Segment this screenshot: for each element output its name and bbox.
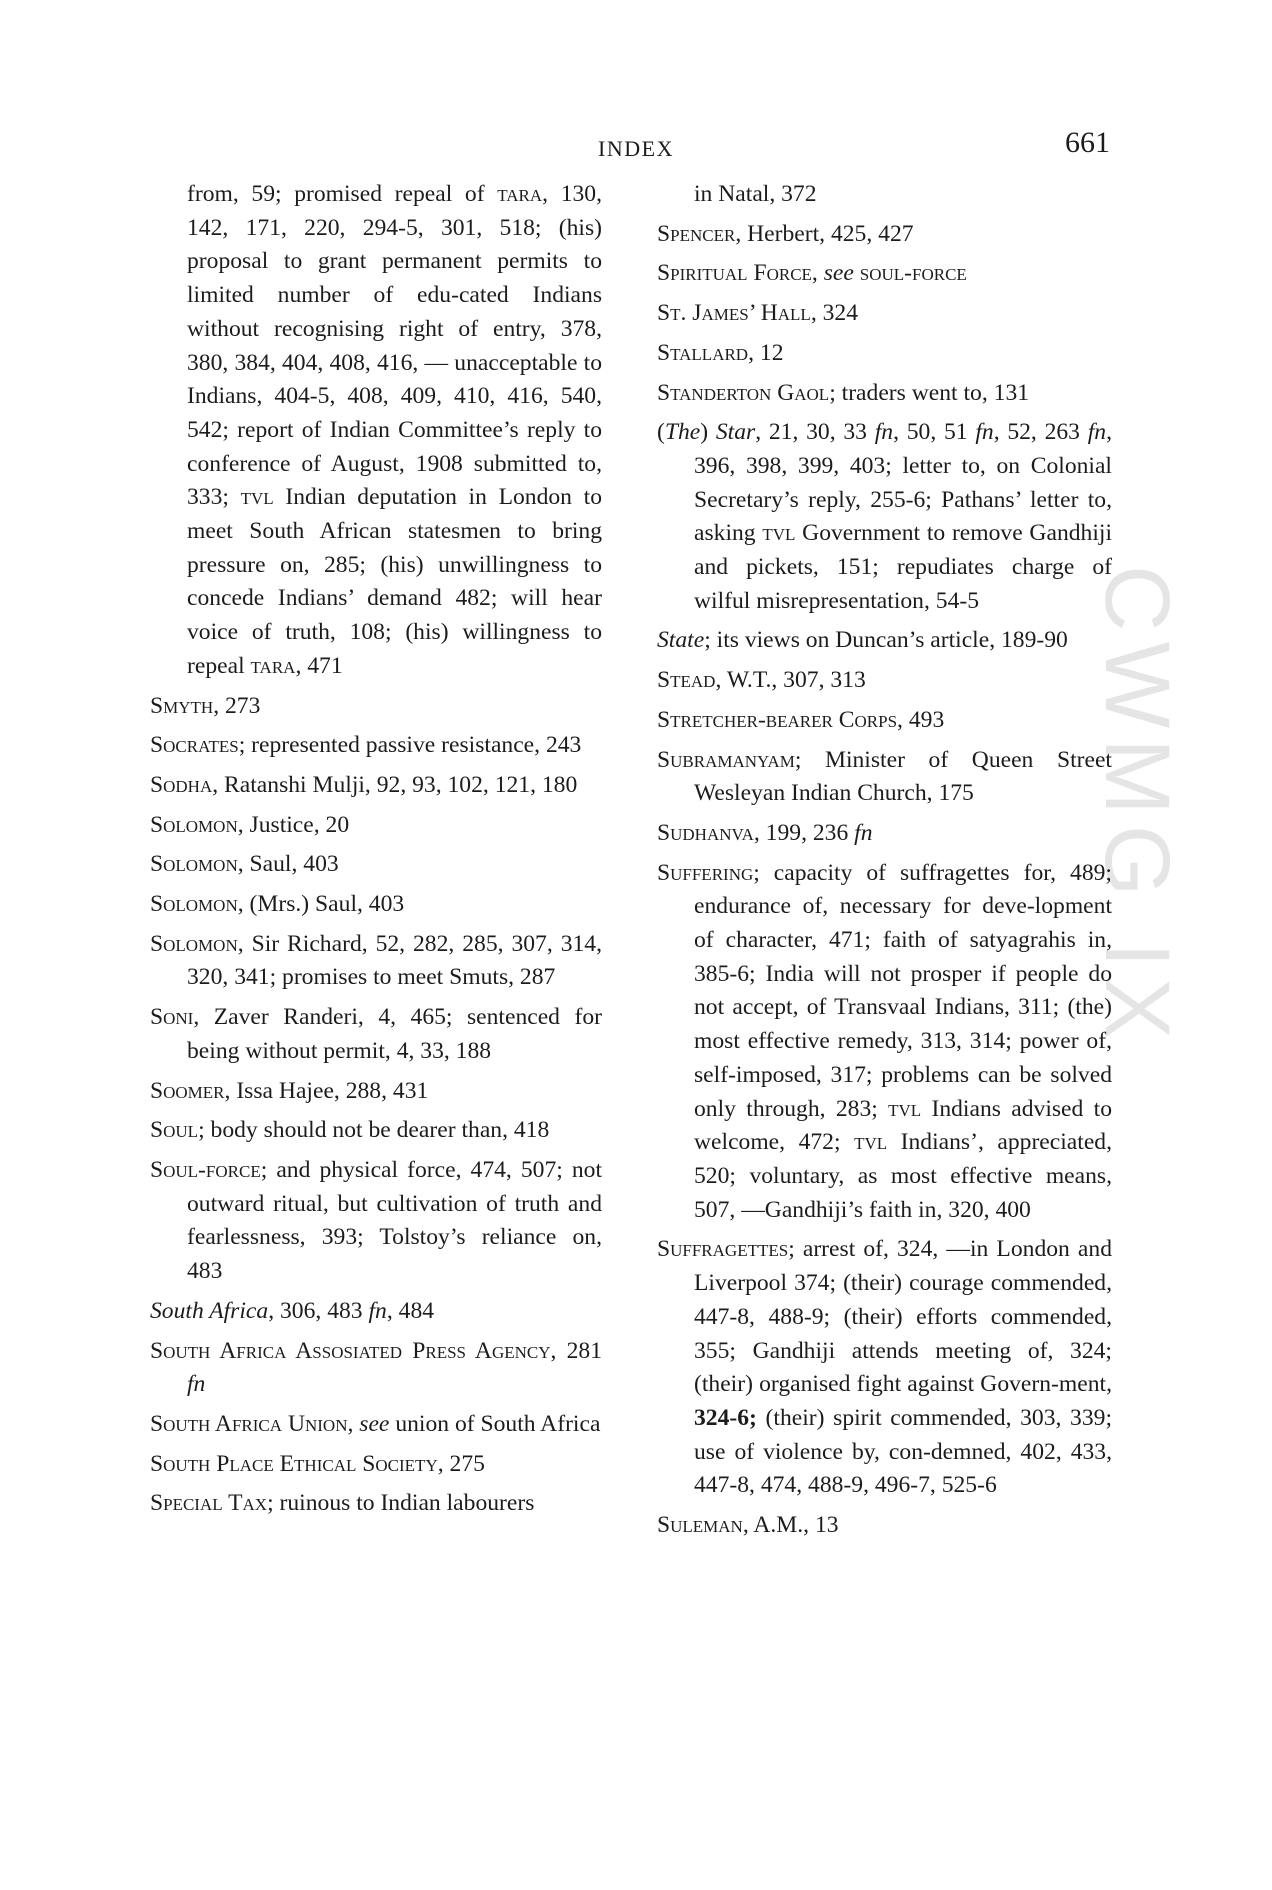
index-text: see bbox=[823, 260, 854, 287]
index-text: , 21, 30, 33 bbox=[755, 419, 875, 446]
index-term: tvl bbox=[854, 1129, 888, 1156]
index-term: Solomon bbox=[150, 851, 238, 878]
index-column-left bbox=[150, 178, 602, 1527]
index-term: South Africa Union bbox=[150, 1410, 348, 1437]
index-text: , Zaver Randeri, 4, 465; sentenced for being without permit, 4, 33, 188 bbox=[187, 1004, 602, 1064]
index-text: , bbox=[347, 1410, 360, 1437]
index-entry bbox=[657, 297, 1112, 331]
index-text: , (Mrs.) Saul, 403 bbox=[237, 891, 405, 918]
index-term: tvl bbox=[888, 1095, 922, 1122]
index-text: , 52, 263 bbox=[993, 419, 1088, 446]
index-text: Government to remove Gandhiji and pickets, 151; repudiates charge of wilful misrepresentation, 54-5 bbox=[694, 520, 1112, 614]
index-term: Soni bbox=[150, 1004, 194, 1031]
index-text: 324-6; bbox=[694, 1404, 757, 1431]
index-entry bbox=[150, 888, 602, 922]
index-term: tvl bbox=[762, 520, 796, 547]
index-entry bbox=[657, 416, 1112, 618]
index-text: , W.T., 307, 313 bbox=[715, 667, 866, 694]
index-term: tvl bbox=[240, 484, 274, 511]
index-entry-continued bbox=[150, 178, 602, 684]
index-term: Soul-force bbox=[150, 1156, 261, 1183]
index-text: ; body should not be dearer than, 418 bbox=[198, 1117, 550, 1144]
index-term: Sodha bbox=[150, 771, 213, 798]
index-entry bbox=[657, 664, 1112, 698]
index-text: , Justice, 20 bbox=[237, 811, 350, 838]
index-text: , 306, 483 bbox=[268, 1297, 369, 1324]
index-term: Solomon bbox=[150, 811, 238, 838]
index-text: ( bbox=[657, 419, 665, 446]
index-text: , A.M., 13 bbox=[742, 1512, 839, 1539]
index-entry bbox=[657, 624, 1112, 658]
index-entry bbox=[150, 769, 602, 803]
index-column-right bbox=[657, 178, 1112, 1549]
index-text: fn bbox=[187, 1371, 206, 1398]
index-entry bbox=[657, 337, 1112, 371]
index-entry bbox=[150, 690, 602, 724]
index-text: , 275 bbox=[437, 1450, 485, 1477]
index-text: fn bbox=[1087, 419, 1107, 446]
index-entry bbox=[150, 1114, 602, 1148]
index-text: fn bbox=[368, 1297, 387, 1324]
index-entry bbox=[657, 817, 1112, 851]
index-entry bbox=[657, 257, 1112, 291]
index-text: , 273 bbox=[213, 692, 261, 719]
index-text: , 12 bbox=[748, 339, 784, 366]
index-entry bbox=[150, 1154, 602, 1289]
index-entry bbox=[150, 1075, 602, 1109]
index-entry-continued bbox=[657, 178, 1112, 212]
index-term: Socrates bbox=[150, 732, 239, 759]
index-entry bbox=[150, 1448, 602, 1482]
index-text: (their) spirit commended, 303, 339; use of violence by, con-demned, 402, 433, 447-8, 474, 488-9, 496-7, 525-6 bbox=[694, 1404, 1112, 1499]
index-term: Soul bbox=[150, 1117, 199, 1144]
index-text: , Sir Richard, 52, 282, 285, 307, 314, 320, 341; promises to meet Smuts, 287 bbox=[187, 930, 602, 991]
index-text: , 199, 236 bbox=[753, 819, 855, 846]
index-entry bbox=[657, 1509, 1112, 1543]
index-entry bbox=[657, 704, 1112, 738]
index-term: South Africa Assosiated Press Agency bbox=[150, 1337, 551, 1364]
index-text: , 50, 51 bbox=[893, 419, 976, 446]
index-text: , Herbert, 425, 427 bbox=[735, 220, 914, 247]
index-text: union of South Africa bbox=[389, 1410, 601, 1437]
index-text: , 324 bbox=[810, 300, 858, 327]
index-term: Special Tax bbox=[150, 1490, 268, 1517]
index-text: ; traders went to, 131 bbox=[829, 379, 1030, 406]
index-term: Suleman bbox=[657, 1512, 743, 1539]
index-term: Standerton Gaol bbox=[657, 379, 830, 406]
index-entry bbox=[657, 1233, 1112, 1503]
index-text: fn bbox=[874, 419, 894, 446]
index-text: in Natal, 372 bbox=[694, 181, 817, 207]
index-text: ; its views on Duncan’s article, 189-90 bbox=[704, 627, 1068, 654]
index-text: , 396, 398, 399, 403; letter to, on Colonial Secretary’s reply, 255-6; Pathans’ letter to, asking bbox=[694, 419, 1112, 547]
index-text: ; capacity of suffragettes for, 489; endurance of, necessary for deve-lopment of character, 471; faith of satyagrahis in, 385-6; India will not prosper if people do not accept, of Transvaal Indians, 311; (the) most effective remedy, 313, 314; power of, self-imposed, 317; problems can be solved only through, 283; bbox=[694, 859, 1112, 1122]
index-text: Indian deputation in London to meet South African statesmen to bring pressure on, 285; (his) unwillingness to concede Indians’ demand 482; will hear voice of truth, 108; (his) willingness to repeal bbox=[187, 484, 602, 679]
index-entry bbox=[150, 848, 602, 882]
index-text: , 493 bbox=[897, 706, 945, 733]
index-entry bbox=[657, 218, 1112, 252]
index-text: , Saul, 403 bbox=[237, 851, 339, 878]
index-term: South Place Ethical Society bbox=[150, 1450, 438, 1477]
index-text: see bbox=[359, 1410, 390, 1437]
index-entry bbox=[150, 1487, 602, 1521]
index-term: tara bbox=[497, 181, 543, 207]
index-text: , Ratanshi Mulji, 92, 93, 102, 121, 180 bbox=[212, 771, 578, 798]
index-text: ; Minister of Queen Street Wesleyan Indian Church, 175 bbox=[694, 746, 1112, 807]
index-entry bbox=[150, 729, 602, 763]
index-text: , bbox=[811, 260, 824, 287]
index-text: , 281 bbox=[550, 1337, 602, 1364]
index-text: , Issa Hajee, 288, 431 bbox=[224, 1077, 429, 1104]
index-entry bbox=[150, 928, 602, 995]
page-header bbox=[0, 0, 1229, 180]
index-text: , 484 bbox=[386, 1297, 435, 1324]
index-entry bbox=[150, 1408, 602, 1442]
index-term: Stead bbox=[657, 667, 716, 694]
index-entry bbox=[657, 857, 1112, 1228]
index-term: soul-force bbox=[859, 260, 967, 287]
watermark-text: CWMG IX bbox=[1086, 565, 1188, 1049]
index-entry bbox=[657, 744, 1112, 811]
index-term: Subramanyam bbox=[657, 746, 795, 773]
index-entry bbox=[150, 1335, 602, 1402]
index-term: Solomon bbox=[150, 930, 238, 957]
index-term: Stallard bbox=[657, 339, 749, 366]
index-term: Solomon bbox=[150, 891, 238, 918]
index-entry bbox=[150, 1001, 602, 1068]
index-entry bbox=[150, 809, 602, 843]
index-text: ; and physical force, 474, 507; not outward ritual, but cultivation of truth and fearlessness, 393; Tolstoy’s reliance on, 483 bbox=[187, 1156, 602, 1285]
page-number: 661 bbox=[1065, 126, 1110, 159]
index-text: South Africa bbox=[150, 1297, 269, 1324]
index-term: Smyth bbox=[150, 692, 214, 719]
index-term: Sudhanva bbox=[657, 819, 754, 846]
index-term: Suffragettes bbox=[657, 1236, 789, 1263]
index-text: Star bbox=[715, 419, 756, 446]
index-text: Indians advised to welcome, 472; bbox=[694, 1095, 1112, 1156]
index-entry bbox=[150, 1295, 602, 1329]
index-term: Stretcher-bearer Corps bbox=[657, 706, 898, 733]
index-text: ; arrest of, 324, —in London and Liverpool 374; (their) courage commended, 447-8, 488-9; (their) efforts commended, 355; Gandhiji attends meeting of, 324; (their) organised fight against Govern-ment, bbox=[694, 1236, 1112, 1398]
index-text: The bbox=[664, 419, 701, 446]
index-text: ) bbox=[700, 419, 716, 446]
index-term: Suffering bbox=[657, 859, 754, 886]
index-text: , 130, 142, 171, 220, 294-5, 301, 518; (his) proposal to grant permanent permits to limited number of edu-cated Indians without recognising right of entry, 378, 380, 384, 404, 408, 416, — unacceptable to Indians, 404-5, 408, 409, 410, 416, 540, 542; report of Indian Committee’s reply to conference of August, 1908 submitted to, 333; bbox=[187, 181, 602, 511]
index-term: tara bbox=[250, 652, 296, 679]
index-text: from, 59; promised repeal of bbox=[187, 181, 498, 207]
index-text: State bbox=[657, 627, 705, 654]
index-text: , 471 bbox=[295, 652, 343, 679]
index-term: St. James’ Hall bbox=[657, 300, 811, 327]
index-term: Spiritual Force bbox=[657, 260, 812, 287]
index-entry bbox=[657, 377, 1112, 411]
index-text: Indians’, appreciated, 520; voluntary, as most effective means, 507, —Gandhiji’s faith in, 320, 400 bbox=[694, 1129, 1112, 1223]
index-text: ; represented passive resistance, 243 bbox=[238, 732, 582, 759]
index-term: Spencer bbox=[657, 220, 736, 247]
running-title: INDEX bbox=[598, 136, 674, 161]
index-text: fn bbox=[975, 419, 994, 446]
index-text: fn bbox=[854, 819, 873, 846]
index-text: ; ruinous to Indian labourers bbox=[267, 1490, 535, 1517]
index-term: Soomer bbox=[150, 1077, 225, 1104]
